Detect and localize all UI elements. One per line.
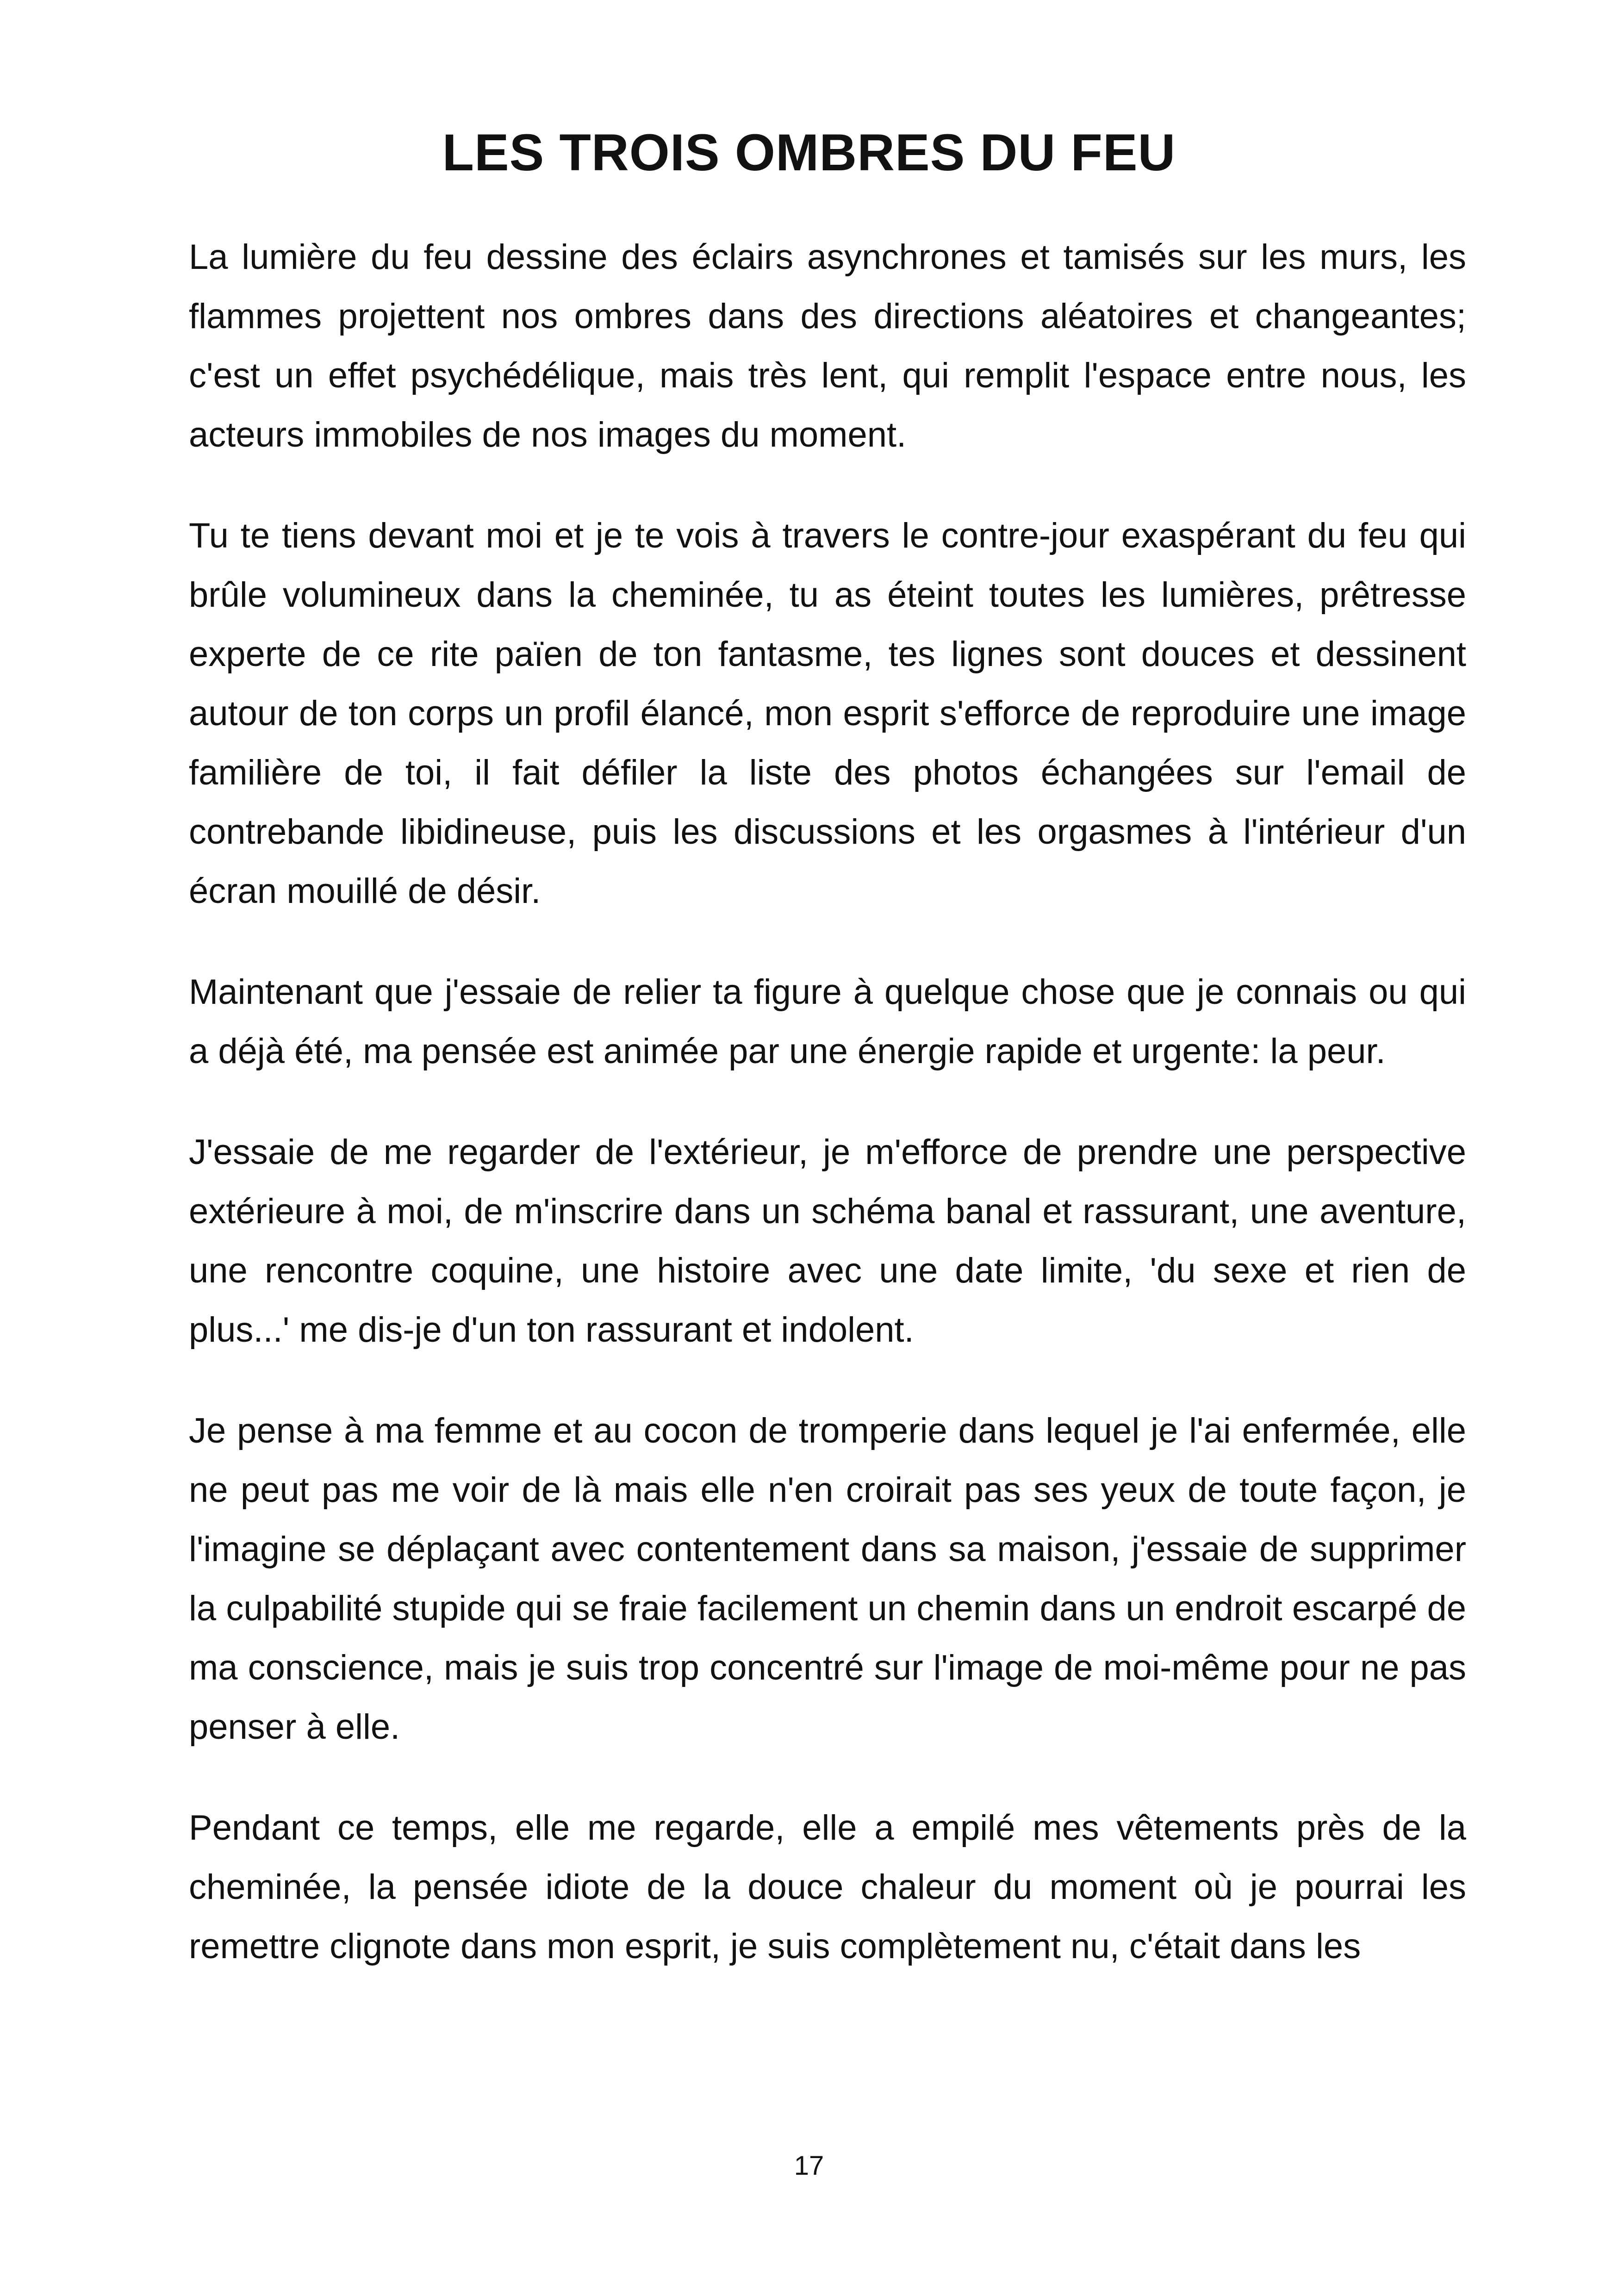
paragraph: Tu te tiens devant moi et je te vois à travers le contre-jour exaspérant du feu qui brûle volumineux dans la cheminée, tu as éteint toutes les lumières, prêtresse experte de ce rite païen de ton fantasme, tes lignes sont douces et dessinent autour de ton corps un profil élancé, mon esprit s'efforce de reproduire une image familière de toi, il fait défiler la liste des photos échangées sur l'email de contrebande libidineuse, puis les discussions et les orgasmes à l'intérieur d'un écran mouillé de désir. (189, 516, 1466, 911)
page-number: 17 (794, 2151, 824, 2181)
paragraph: Pendant ce temps, elle me regarde, elle a empilé mes vêtements près de la cheminée, la pensée idiote de la douce chaleur du moment où je pourrai les remettre clignote dans mon esprit, je suis complètement nu, c'était dans les (189, 1808, 1466, 1966)
paragraph: Je pense à ma femme et au cocon de tromperie dans lequel je l'ai enfermée, elle ne peut pas me voir de là mais elle n'en croirait pas ses yeux de toute façon, je l'imagine se déplaçant avec contentement dans sa maison, j'essaie de supprimer la culpabilité stupide qui se fraie facilement un chemin dans un endroit escarpé de ma conscience, mais je suis trop concentré sur l'image de moi-même pour ne pas penser à elle. (189, 1411, 1466, 1747)
chapter-title: LES TROIS OMBRES DU FEU (442, 124, 1176, 181)
paragraph: J'essaie de me regarder de l'extérieur, je m'efforce de prendre une perspective extérieure à moi, de m'inscrire dans un schéma banal et rassurant, une aventure, une rencontre coquine, une histoire avec une date limite, 'du sexe et rien de plus...' me dis-je d'un ton rassurant et indolent. (189, 1132, 1466, 1350)
paragraph: Maintenant que j'essaie de relier ta figure à quelque chose que je connais ou qui a déjà été, ma pensée est animée par une énergie rapide et urgente: la peur. (189, 972, 1466, 1071)
chapter-body (189, 228, 1466, 2018)
paragraph: La lumière du feu dessine des éclairs asynchrones et tamisés sur les murs, les flammes projettent nos ombres dans des directions aléatoires et changeantes; c'est un effet psychédélique, mais très lent, qui remplit l'espace entre nous, les acteurs immobiles de nos images du moment. (189, 237, 1466, 454)
